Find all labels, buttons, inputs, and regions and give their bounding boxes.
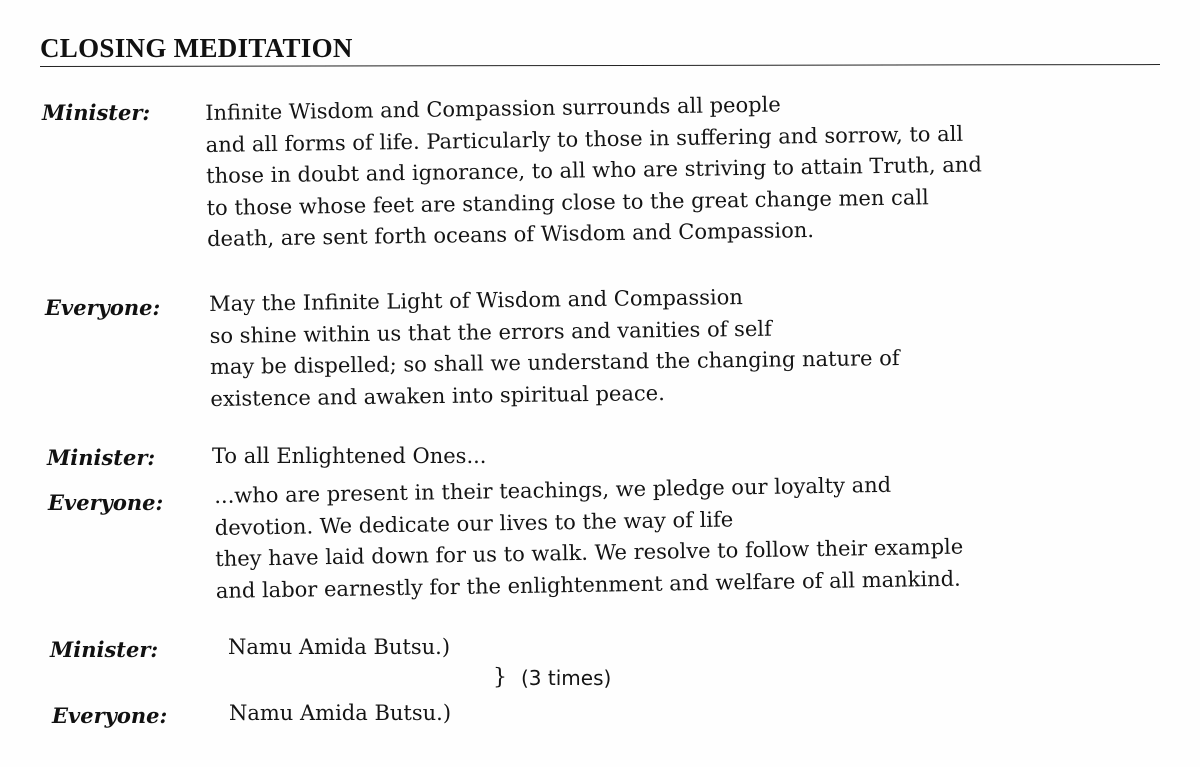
chant-everyone-text: Namu Amida Butsu.) — [229, 701, 452, 725]
text-line: existence and awaken into spiritual peace. — [210, 380, 665, 411]
text-line: To all Enlightened Ones... — [212, 444, 487, 468]
speaker-label: Everyone: — [52, 703, 168, 728]
text-line: those in doubt and ignorance, to all who are striving to attain Truth, and — [205, 152, 982, 188]
speaker-label: Minister: — [47, 445, 156, 470]
text-line: ...who are present in their teachings, we pledge our loyalty and — [214, 472, 892, 508]
stanza-text — [214, 469, 964, 607]
speaker-label: Minister: — [42, 100, 151, 125]
chant-minister-text: Namu Amida Butsu.) — [228, 635, 451, 659]
speaker-label: Minister: — [50, 637, 159, 662]
title-underline — [40, 64, 1160, 67]
text-line: devotion. We dedicate our lives to the way of life — [214, 506, 734, 540]
repeat-note: (3 times) — [521, 666, 612, 690]
speaker-label: Everyone: — [48, 490, 164, 515]
text-line: may be dispelled; so shall we understand the changing nature of — [209, 345, 900, 379]
text-line: and all forms of life. Particularly to those in suffering and sorrow, to all — [205, 121, 964, 157]
stanza-text — [209, 280, 900, 415]
stanza-text — [205, 86, 983, 255]
text-line: they have laid down for us to walk. We resolve to follow their example — [215, 534, 964, 571]
text-line: to those whose feet are standing close to the great change men call — [206, 184, 929, 220]
text-line: and labor earnestly for the enlightenment and welfare of all mankind. — [215, 566, 961, 603]
page-title: CLOSING MEDITATION — [40, 33, 353, 63]
text-line: May the Infinite Light of Wisdom and Compassion — [209, 285, 743, 316]
stanza-text — [212, 441, 487, 473]
text-line: death, are sent forth oceans of Wisdom and Compassion. — [206, 217, 815, 251]
text-line: Infinite Wisdom and Compassion surrounds all people — [205, 92, 781, 125]
speaker-label: Everyone: — [45, 295, 161, 320]
brace-symbol: } — [493, 665, 507, 690]
text-line: so shine within us that the errors and vanities of self — [209, 316, 772, 348]
